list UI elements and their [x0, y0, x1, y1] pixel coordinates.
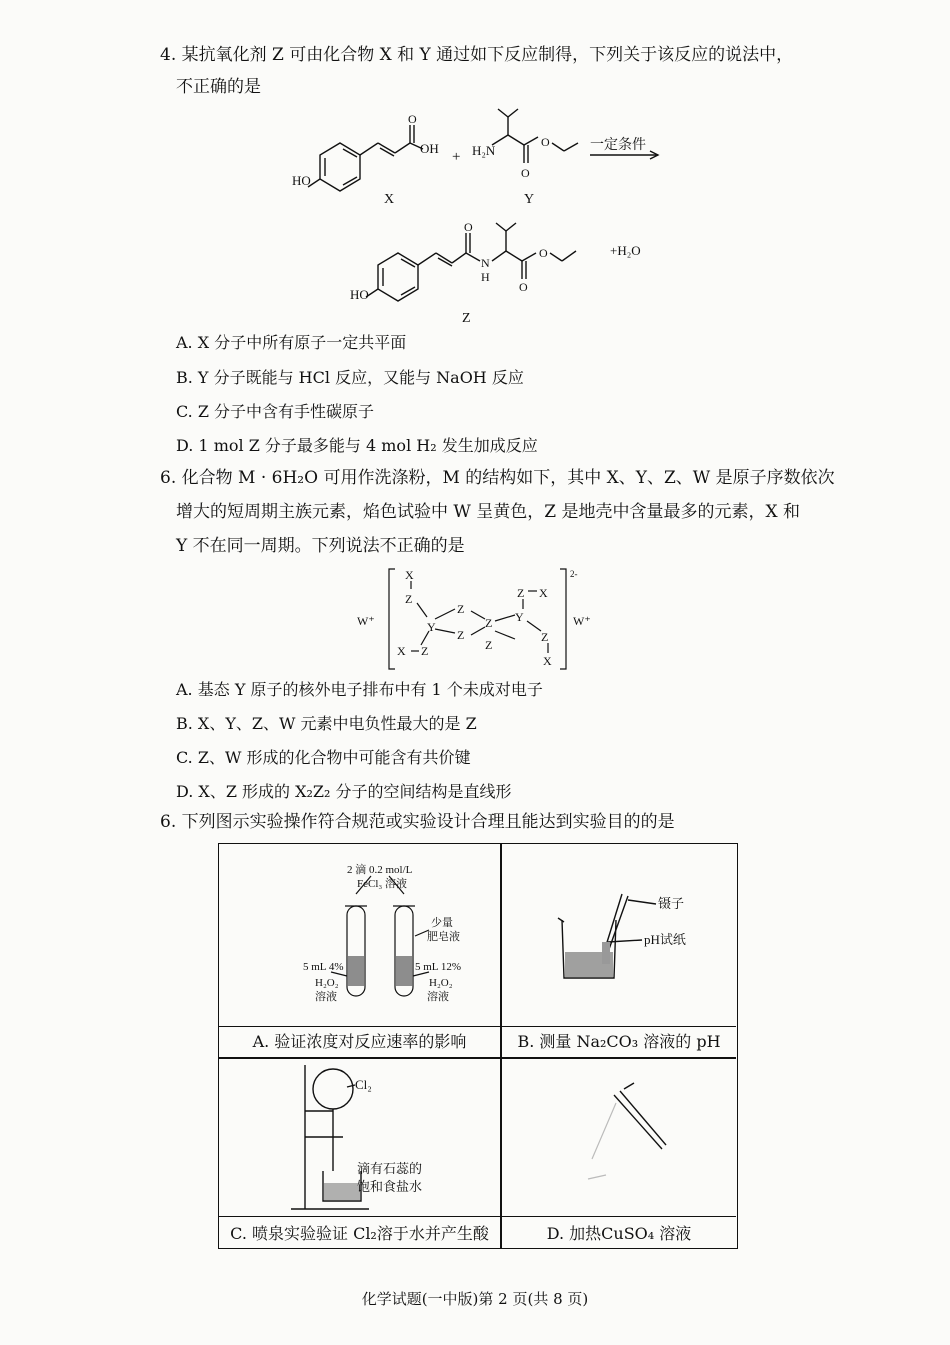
- cell-d-figure: [502, 1059, 736, 1216]
- svg-text:Z: Z: [485, 638, 493, 652]
- c-label-cl2: Cl₂: [355, 1077, 372, 1092]
- svg-text:HO: HO: [292, 173, 311, 188]
- q4-option-a: A. X 分子中所有原子一定共平面: [176, 333, 407, 352]
- q6-table: [218, 843, 738, 1249]
- svg-text:Z: Z: [485, 616, 493, 630]
- svg-text:O: O: [541, 135, 550, 149]
- q4-stem-line1: 4. 某抗氧化剂 Z 可由化合物 X 和 Y 通过如下反应制得，下列关于该反应的说法中，: [160, 45, 794, 65]
- q5-option-a: A. 基态 Y 原子的核外电子排布中有 1 个未成对电子: [176, 680, 543, 699]
- svg-text:O: O: [464, 220, 473, 234]
- q4-option-d: D. 1 mol Z 分子最多能与 4 mol H₂ 发生加成反应: [176, 436, 538, 455]
- c-label-water2: 饱和食盐水: [357, 1179, 423, 1194]
- svg-text:X: X: [397, 644, 406, 658]
- page-footer: 化学试题(一中版)第 2 页(共 8 页): [361, 1290, 589, 1308]
- cation-right: W⁺: [573, 614, 591, 628]
- label-x: X: [384, 192, 395, 207]
- a-label-left3: 溶液: [315, 991, 337, 1003]
- svg-text:OH: OH: [420, 141, 439, 156]
- label-y: Y: [524, 192, 535, 207]
- cell-c-figure: [219, 1059, 500, 1216]
- plus-water: +H₂O: [610, 243, 641, 258]
- b-label-tweezers: 镊子: [658, 896, 685, 911]
- table-divider-h1: [219, 1026, 736, 1027]
- a-label-right1: 5 mL 12%: [415, 961, 462, 973]
- a-label-fecl3-amount: 2 滴 0.2 mol/L: [347, 864, 413, 876]
- label-z: Z: [462, 311, 471, 326]
- a-label-left2: H₂O₂: [315, 977, 339, 989]
- svg-text:Z: Z: [517, 586, 525, 600]
- cell-a-figure: [219, 844, 500, 1026]
- reaction-condition: 一定条件: [590, 138, 646, 153]
- a-label-soap1: 少量: [431, 917, 453, 929]
- svg-text:O: O: [519, 280, 528, 294]
- q5-option-d: D. X、Z 形成的 X₂Z₂ 分子的空间结构是直线形: [176, 782, 512, 801]
- q6-stem: 6. 下列图示实验操作符合规范或实验设计合理且能达到实验目的的是: [160, 812, 675, 832]
- anion-charge: 2-: [570, 569, 578, 579]
- q4-reaction-scheme: [280, 105, 700, 330]
- b-label-ph-paper: pH试纸: [644, 932, 686, 947]
- q5-structure: [355, 565, 605, 675]
- a-label-right3: 溶液: [427, 991, 449, 1003]
- table-divider-h3: [219, 1216, 736, 1217]
- c-label-water1: 滴有石蕊的: [357, 1161, 423, 1176]
- svg-text:Z: Z: [405, 592, 413, 606]
- z-benzene-ring: [378, 253, 418, 301]
- a-label-left1: 5 mL 4%: [303, 961, 344, 973]
- caption-b: B. 测量 Na₂CO₃ 溶液的 pH: [517, 1032, 721, 1051]
- q4-option-b: B. Y 分子既能与 HCl 反应，又能与 NaOH 反应: [176, 368, 524, 387]
- plus-sign: +: [452, 149, 461, 165]
- svg-text:H: H: [481, 270, 490, 284]
- svg-text:X: X: [539, 586, 548, 600]
- svg-text:Z: Z: [457, 602, 465, 616]
- svg-text:O: O: [408, 112, 417, 126]
- caption-d: D. 加热CuSO₄ 溶液: [546, 1224, 692, 1243]
- q5-option-c: C. Z、W 形成的化合物中可能含有共价键: [176, 748, 471, 767]
- svg-text:Y: Y: [515, 610, 524, 624]
- svg-text:Z: Z: [541, 630, 549, 644]
- svg-text:Z: Z: [457, 628, 465, 642]
- svg-text:HO: HO: [350, 287, 369, 302]
- svg-text:X: X: [543, 654, 552, 668]
- x-benzene-ring: [320, 143, 360, 191]
- cell-b-figure: [502, 844, 736, 1026]
- a-label-fecl3: FeCl₃ 溶液: [357, 878, 407, 890]
- q5-stem-line3: Y 不在同一周期。下列说法不正确的是: [176, 536, 465, 556]
- svg-text:Z: Z: [421, 644, 429, 658]
- a-label-right2: H₂O₂: [429, 977, 453, 989]
- svg-text:Y: Y: [427, 620, 436, 634]
- a-label-soap2: 肥皂液: [427, 931, 460, 943]
- cation-left: W⁺: [357, 614, 375, 628]
- q5-stem-line1: 6. 化合物 M · 6H₂O 可用作洗涤粉，M 的结构如下，其中 X、Y、Z、W 是原子序数依次: [160, 468, 835, 488]
- q4-stem-line2: 不正确的是: [176, 77, 261, 97]
- q4-option-c: C. Z 分子中含有手性碳原子: [176, 402, 375, 421]
- svg-text:O: O: [521, 166, 530, 180]
- svg-text:X: X: [405, 568, 414, 582]
- q5-option-b: B. X、Y、Z、W 元素中电负性最大的是 Z: [176, 714, 477, 733]
- svg-text:O: O: [539, 246, 548, 260]
- caption-c: C. 喷泉实验验证 Cl₂溶于水并产生酸: [230, 1224, 489, 1243]
- q5-stem-line2: 增大的短周期主族元素，焰色试验中 W 呈黄色，Z 是地壳中含量最多的元素，X 和: [176, 502, 801, 522]
- svg-text:N: N: [481, 256, 490, 270]
- caption-a: A. 验证浓度对反应速率的影响: [252, 1032, 467, 1051]
- svg-text:H₂N: H₂N: [472, 143, 496, 158]
